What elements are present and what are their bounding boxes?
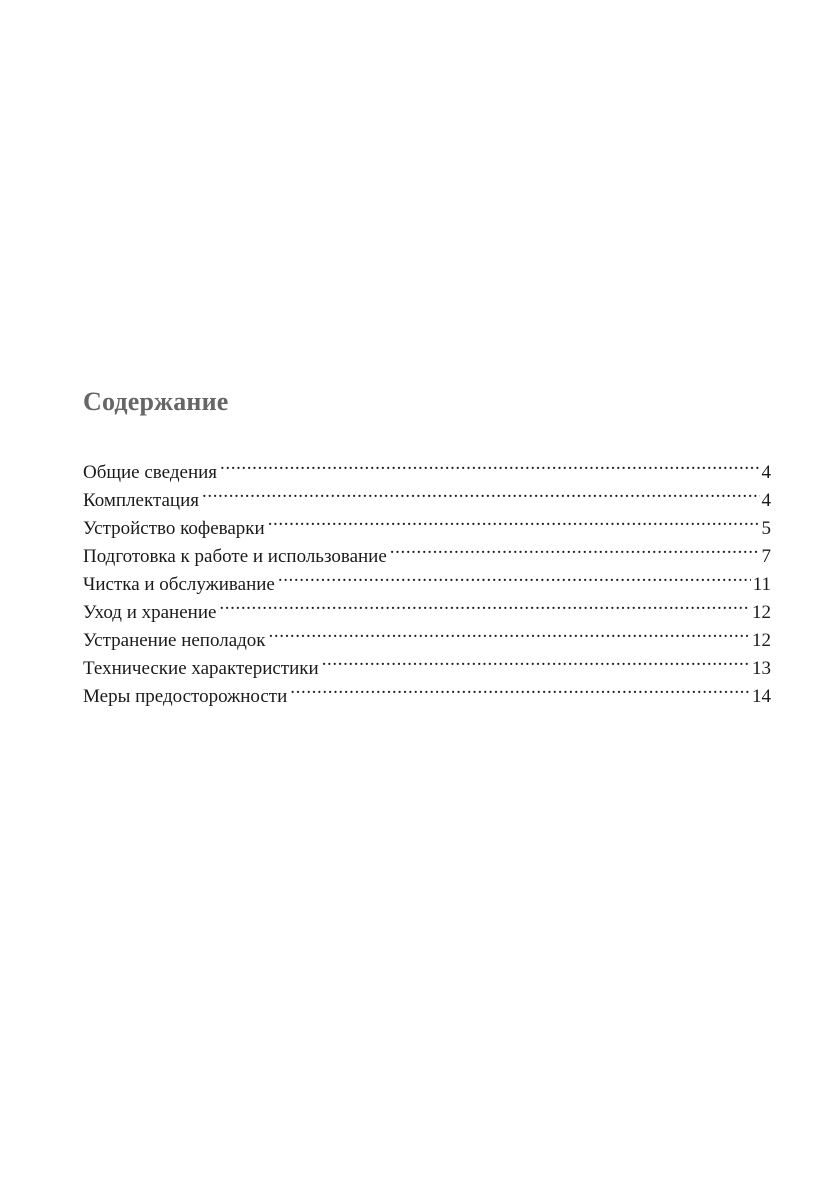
toc-item-page: 11 xyxy=(752,574,771,595)
toc-item-page: 4 xyxy=(761,490,771,511)
toc-item-label: Меры предосторожности xyxy=(83,686,288,707)
toc-leader-dots xyxy=(390,534,760,562)
toc-item[interactable] xyxy=(83,450,771,483)
toc-item-label: Подготовка к работе и использование xyxy=(83,546,387,567)
toc-item-label: Устранение неполадок xyxy=(83,630,266,651)
toc-leader-dots xyxy=(290,674,750,702)
toc-title: Содержание xyxy=(83,387,229,416)
toc-item-page: 12 xyxy=(752,602,771,623)
toc-item-page: 7 xyxy=(761,546,771,567)
toc-leader-dots xyxy=(220,450,759,478)
toc-leader-dots xyxy=(268,506,760,534)
toc-leader-dots xyxy=(269,618,750,646)
toc-item-label: Комплектация xyxy=(83,490,199,511)
table-of-contents xyxy=(83,450,771,707)
toc-item-page: 13 xyxy=(752,658,771,679)
toc-item-label: Чистка и обслуживание xyxy=(83,574,275,595)
toc-item-page: 4 xyxy=(761,462,771,483)
toc-item-page: 12 xyxy=(752,630,771,651)
toc-item-label: Устройство кофеварки xyxy=(83,518,265,539)
toc-leader-dots xyxy=(219,590,750,618)
toc-item-label: Общие сведения xyxy=(83,462,218,483)
toc-item-page: 5 xyxy=(761,518,771,539)
toc-item-label: Технические характеристики xyxy=(83,658,319,679)
toc-leader-dots xyxy=(202,478,760,506)
toc-leader-dots xyxy=(278,562,751,590)
toc-leader-dots xyxy=(322,646,750,674)
toc-item-page: 14 xyxy=(752,686,771,707)
toc-item-label: Уход и хранение xyxy=(83,602,217,623)
